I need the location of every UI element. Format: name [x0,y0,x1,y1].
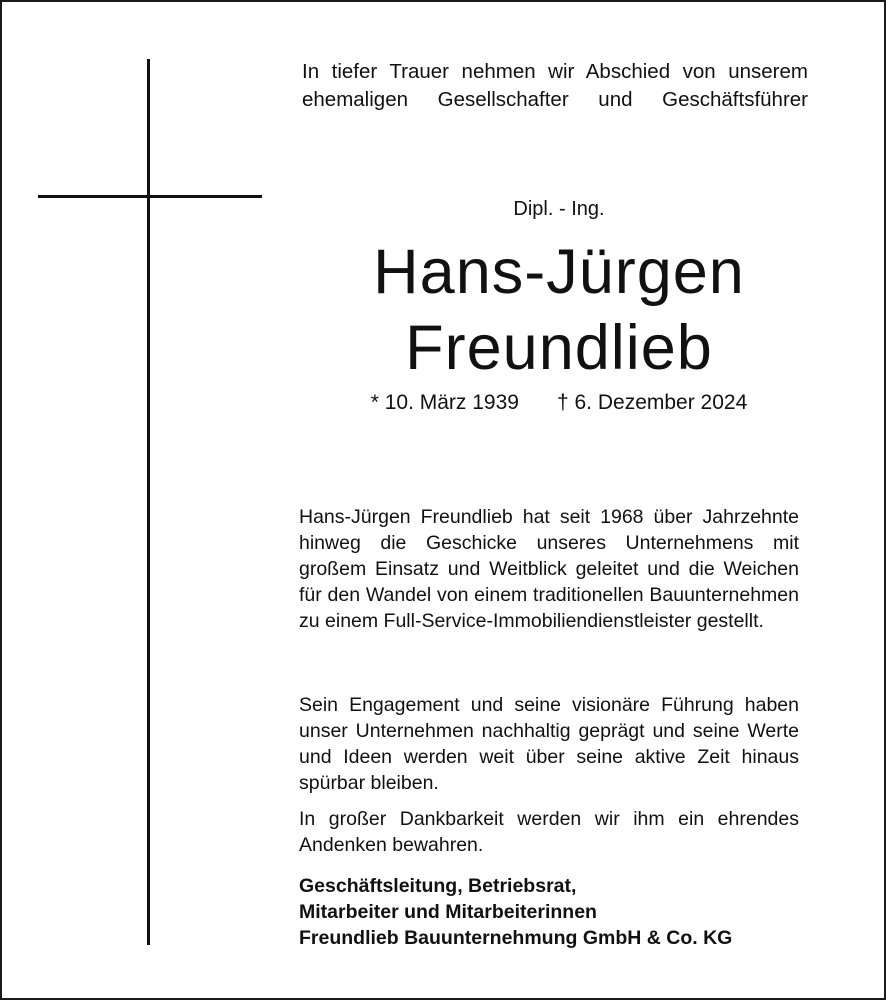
intro-text [302,58,808,114]
academic-title: Dipl. - Ing. [513,198,605,220]
signature-line-3: Freundlieb Bauunternehmung GmbH & Co. KG [299,927,733,949]
paragraph-text: Sein Engagement und seine visionäre Führung haben unser Unternehmen nachhaltig geprägt und seine Werte und Ideen werden weit über seine aktive Zeit hinaus spürbar bleiben. [299,694,799,794]
life-dates [302,389,816,417]
paragraph-text: In großer Dankbarkeit werden wir ihm ein ehrendes Andenken bewahren. [299,808,799,856]
signature-line-1: Geschäftsleitung, Betriebsrat, [299,875,577,897]
tribute-paragraph-1 [299,504,799,634]
birth-date: * 10. März 1939 [370,391,519,414]
cross-vertical-bar [147,59,150,945]
last-name: Freundlieb [405,313,713,383]
deceased-name [302,234,816,386]
intro-line-2: ehemaligen Gesellschafter und Geschäftsführer [302,88,808,111]
paragraph-text: Hans-Jürgen Freundlieb hat seit 1968 über Jahrzehnte hinweg die Geschicke unseres Unternehmens mit großem Einsatz und Weitblick geleitet und die Weichen für den Wandel von einem traditionellen Bauunternehmen zu einem Full-Service-Immobiliendienstleister gestellt. [299,506,799,632]
cross-horizontal-bar [38,195,262,198]
first-name: Hans-Jürgen [373,237,745,307]
tribute-paragraph-2 [299,692,799,796]
signature-block [299,873,819,951]
signature-line-2: Mitarbeiter und Mitarbeiterinnen [299,901,597,923]
tribute-paragraph-3 [299,806,799,858]
intro-line-1: In tiefer Trauer nehmen wir Abschied von unserem [302,60,808,83]
death-date: † 6. Dezember 2024 [556,391,748,414]
